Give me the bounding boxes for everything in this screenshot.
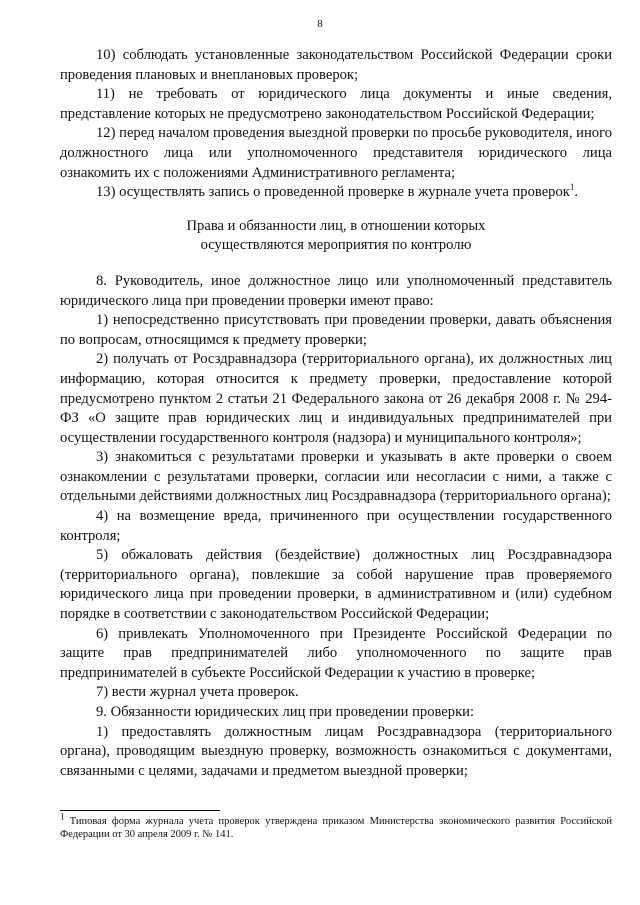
- paragraph-13-end: .: [574, 184, 579, 201]
- paragraph: 3) знакомиться с результатами проверки и указывать в акте проверки о своем ознакомлении с результатами проверки, согласии или несогласии с ними, а также с отдельными действиями должностных лиц Росздравнадзора (территориального органа);: [60, 449, 612, 505]
- paragraph-13: [60, 183, 612, 203]
- paragraph: 5) обжаловать действия (бездействие) должностных лиц Росздравнадзора (территориального органа), повлекшие за собой нарушение прав проверяемого юридического лица при проведении проверки, в административном и (или) судебном порядке в соответствии с законодательством Российской Федерации;: [60, 547, 612, 623]
- footnote-text: Типовая форма журнала учета проверок утверждена приказом Министерства экономического развития Российской Федерации от 30 апреля 2009 г. № 141.: [60, 816, 612, 840]
- paragraph: 7) вести журнал учета проверок.: [96, 684, 299, 701]
- footnote-reference: 1: [569, 182, 575, 193]
- paragraph: 10) соблюдать установленные законодательством Российской Федерации сроки проведения плановых и внеплановых проверок;: [60, 47, 612, 83]
- footnote-mark: 1: [60, 811, 65, 822]
- section-heading-line-1: Права и обязанности лиц, в отношении которых: [186, 217, 486, 234]
- page-number: 8: [317, 18, 323, 30]
- section-heading-line-2: осуществляются мероприятия по контролю: [200, 237, 472, 254]
- paragraph: 11) не требовать от юридического лица документы и иные сведения, представление которых не предусмотрено законодательством Российской Федерации;: [60, 86, 612, 122]
- paragraph: 9. Обязанности юридических лиц при проведении проверки:: [96, 704, 475, 720]
- section-heading: [60, 217, 612, 256]
- paragraph-13-text: 13) осуществлять запись о проведенной проверке в журнале учета проверок: [96, 184, 570, 201]
- footnote: [60, 811, 612, 841]
- paragraph: 4) на возмещение вреда, причиненного при осуществлении государственного контроля;: [60, 508, 612, 544]
- paragraph: 1) предоставлять должностным лицам Росздравнадзора (территориального органа), проводящим выездную проверку, возможность ознакомиться с документами, связанными с целями, задачами и предметом выездной проверки;: [60, 723, 612, 779]
- paragraph: 8. Руководитель, иное должностное лицо или уполномоченный представитель юридического лица при проведении проверки имеют право:: [60, 272, 612, 309]
- paragraph: 1) непосредственно присутствовать при проведении проверки, давать объяснения по вопросам, относящимся к предмету проверки;: [60, 312, 612, 348]
- footnote-divider: [60, 810, 220, 811]
- paragraph: 12) перед началом проведения выездной проверки по просьбе руководителя, иного должностного лица или уполномоченного представителя юридического лица ознакомить их с положениями Административного регламента;: [60, 125, 612, 181]
- paragraph: 2) получать от Росздравнадзора (территориального органа), их должностных лиц информацию, которая относится к предмету проверки, предоставление которой предусмотрено пунктом 2 статьи 21 Федерального закона от 26 декабря 2008 г. № 294-ФЗ «О защите прав юридических лиц и индивидуальных предпринимателей при осуществлении государственного контроля (надзора) и муниципального контроля»;: [60, 351, 612, 446]
- document-body: [60, 46, 612, 781]
- paragraph: 6) привлекать Уполномоченного при Президенте Российской Федерации по защите прав предпринимателей либо уполномоченного по защите прав предпринимателей в субъекте Российской Федерации к участию в проверке;: [60, 625, 612, 681]
